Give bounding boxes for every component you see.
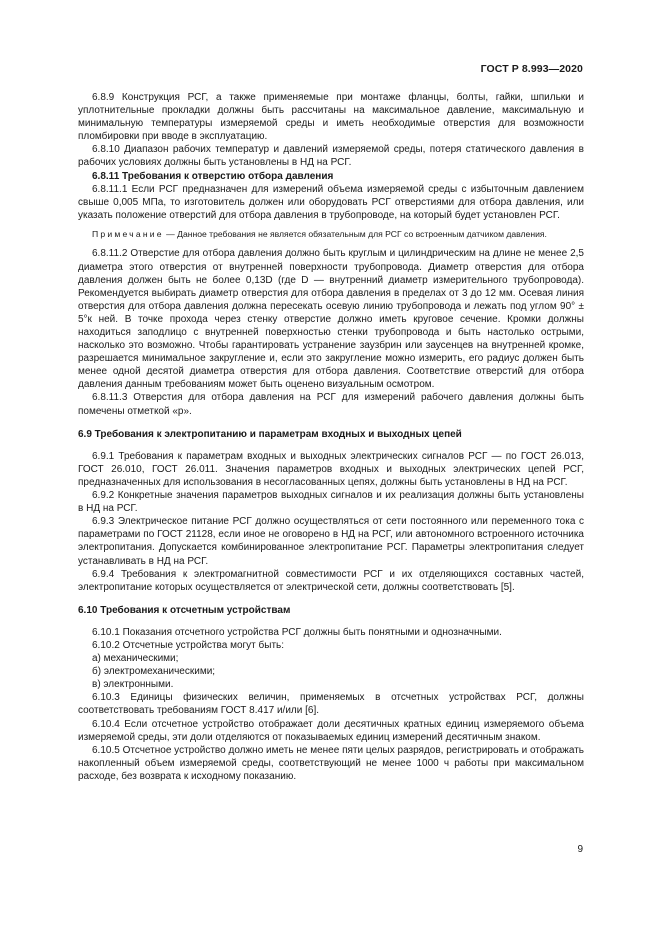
list-item-c: в) электронными. bbox=[92, 679, 174, 691]
paragraph-6-10-1: 6.10.1 Показания отсчетного устройства РСГ должны быть понятными и однозначными. bbox=[92, 626, 502, 638]
paragraph-6-9-2: 6.9.2 Конкретные значения параметров выходных сигналов и их реализация должны быть установлены в НД на РСГ. bbox=[78, 490, 584, 515]
page-number: 9 bbox=[577, 844, 583, 855]
document-body bbox=[78, 91, 584, 783]
paragraph-6-10-5: 6.10.5 Отсчетное устройство должно иметь не менее пяти целых разрядов, регистрировать и отображать накопленный объем измеряемой среды, соответствующий не менее 1000 ч работы при максимальном расходе, без возврата к исходному показанию. bbox=[78, 744, 584, 782]
paragraph-6-9-1: 6.9.1 Требования к параметрам входных и выходных электрических сигналов РСГ — по ГОСТ 26.013, ГОСТ 26.010, ГОСТ 26.011. Значения параметров входных и выходных электрических цепей РСГ, предназначенных для использования в несогласованных цепях, должны быть установлены в НД на РСГ. bbox=[78, 450, 584, 488]
document-code-header: ГОСТ Р 8.993—2020 bbox=[480, 63, 583, 75]
paragraph-6-10-3: 6.10.3 Единицы физических величин, применяемых в отсчетных устройствах РСГ, должны соответствовать требованиям ГОСТ 8.417 и/или [6]. bbox=[78, 692, 584, 717]
note-paragraph bbox=[78, 229, 584, 241]
paragraph-6-8-10: 6.8.10 Диапазон рабочих температур и давлений измеряемой среды, потеря статического давления в рабочих условиях должны быть установлены в НД на РСГ. bbox=[78, 144, 584, 169]
paragraph-6-8-11-2: 6.8.11.2 Отверстие для отбора давления должно быть круглым и цилиндрическим на длине не менее 2,5 диаметра этого отверстия от внутренней поверхности трубопровода. Диаметр отверстия для отбора давления должен быть не более 0,13D (где D — внутренний диаметр измерительного трубопровода). Рекомендуется выбирать диаметр отверстия для отбора давления в пределах от 3 до 12 мм. Осевая линия отверстия для отбора давления должна пересекать осевую линию трубопровода и лежать под углом 90° ± 5°к ней. В точке прохода через стенку отверстие должно иметь круговое сечение. Кромки должны находиться заподлицо с внутренней поверхностью стенки трубопровода и быть настолько острыми, насколько это возможно. Чтобы гарантировать устранение заузбрин или заусенцев на внутренней кромке, разрешается минимальное закругление и, если это закругление можно измерить, его радиус должен быть менее одной десятой диаметра отверстия для отбора давления. Соответствие отверстий для отбора давления данным требованиям может быть оценено визуальным осмотром. bbox=[78, 248, 584, 391]
list-item-a: а) механическими; bbox=[92, 653, 179, 665]
note-label: Примечание bbox=[92, 228, 164, 239]
section-heading-6-9: 6.9 Требования к электропитанию и параметрам входных и выходных цепей bbox=[78, 428, 462, 440]
paragraph-6-8-9: 6.8.9 Конструкция РСГ, а также применяемые при монтаже фланцы, болты, гайки, шпильки и уплотнительные прокладки должны быть рассчитаны на максимальное давление, максимальную и минимальную температуры измеряемой среды и иметь необходимые отверстия для возможности пломбировки при вводе в эксплуатацию. bbox=[78, 92, 584, 143]
list-item-b: б) электромеханическими; bbox=[92, 666, 216, 678]
note-text: — Данное требования не является обязательным для РСГ со встроенным датчиком давления. bbox=[163, 228, 547, 239]
paragraph-6-8-11-3: 6.8.11.3 Отверстия для отбора давления на РСГ для измерений рабочего давления должны быть помечены отметкой «р». bbox=[78, 392, 584, 417]
section-heading-6-10: 6.10 Требования к отсчетным устройствам bbox=[78, 604, 291, 616]
paragraph-6-9-3: 6.9.3 Электрическое питание РСГ должно осуществляться от сети постоянного или переменного тока с параметрами по ГОСТ 21128, если иное не оговорено в НД на РСГ, или автономного встроенного источника электропитания. Допускается комбинированное электропитание РСГ. Параметры электропитания следует устанавливать в НД на РСГ. bbox=[78, 516, 584, 567]
paragraph-6-9-4: 6.9.4 Требования к электромагнитной совместимости РСГ и их отделяющихся составных частей, электропитание которых осуществляется от электрической сети, должны соответствовать [5]. bbox=[78, 568, 584, 593]
paragraph-6-8-11-1: 6.8.11.1 Если РСГ предназначен для измерений объема измеряемой среды с избыточным давлением свыше 0,005 МПа, то изготовитель должен или оборудовать РСГ отверстиями для отбора давления, или указать положение отверстий для отбора давления в трубопроводе, на который будет установлен РСГ. bbox=[78, 183, 584, 221]
paragraph-6-10-4: 6.10.4 Если отсчетное устройство отображает доли десятичных кратных единиц измеряемого объема измеряемой среды, эти доли отделяются от показываемых единиц измерений десятичным знаком. bbox=[78, 718, 584, 743]
paragraph-6-10-2: 6.10.2 Отсчетные устройства могут быть: bbox=[92, 639, 285, 651]
subsection-heading-6-8-11: 6.8.11 Требования к отверстию отбора давления bbox=[92, 170, 334, 182]
